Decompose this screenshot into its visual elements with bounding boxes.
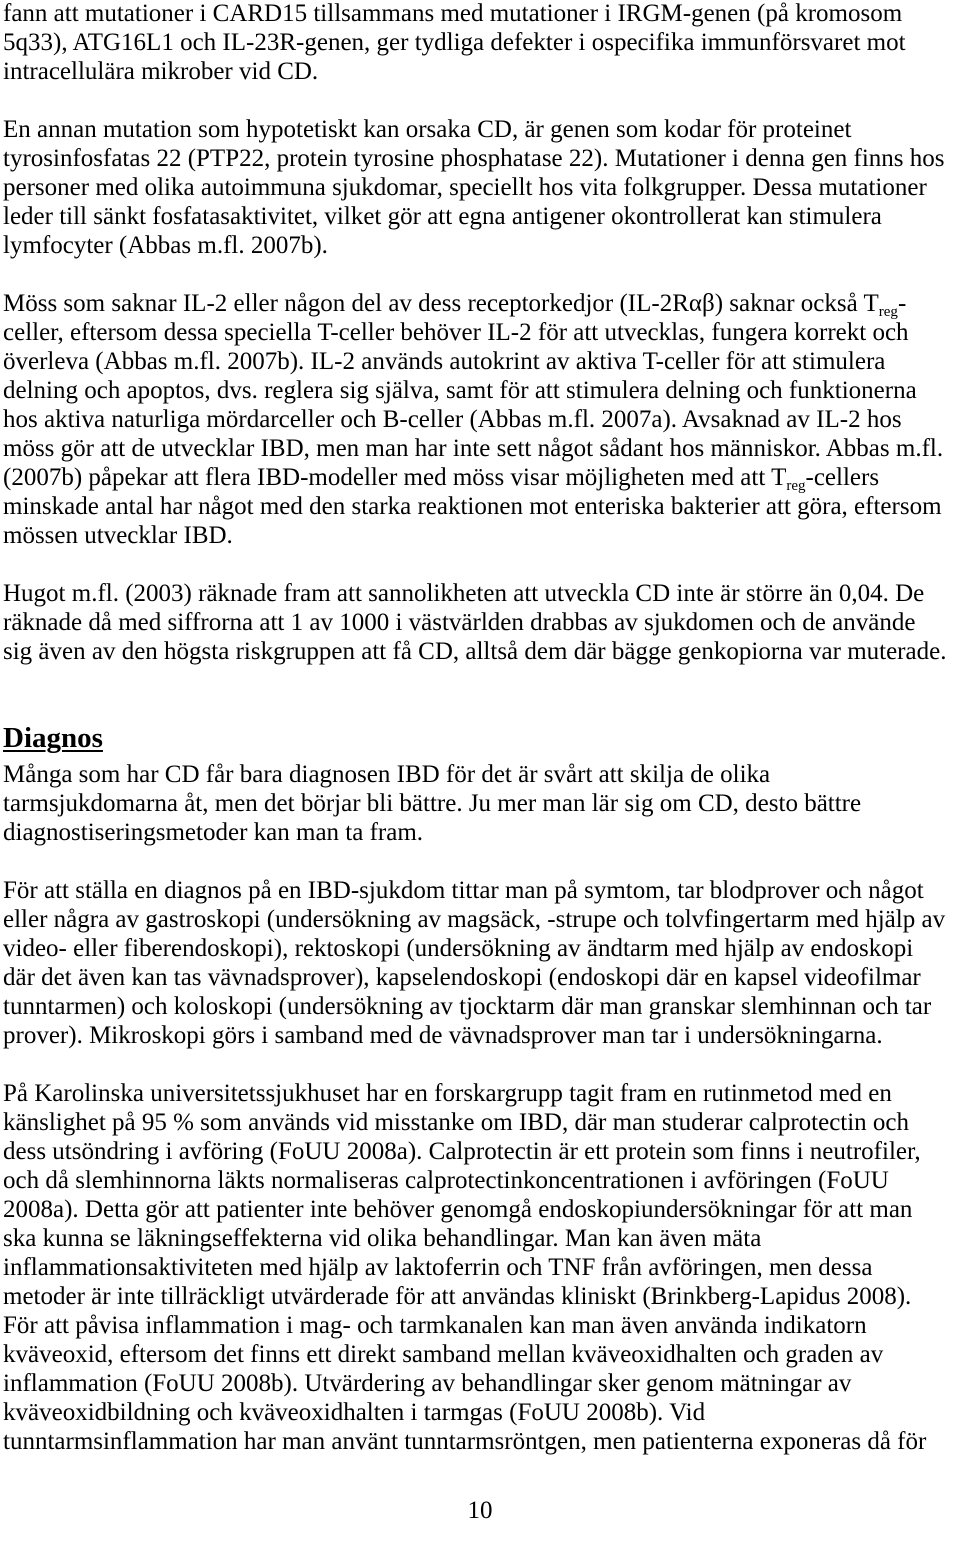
text-run: Möss som saknar IL-2 eller någon del av dess receptorkedjor (IL-2Rαβ) saknar också T [3, 290, 879, 317]
text-line: 5q33), ATG16L1 och IL-23R-genen, ger tydliga defekter i ospecifika immunförsvaret mot [3, 29, 906, 56]
text-run: - [897, 290, 907, 317]
text-line: För att påvisa inflammation i mag- och tarmkanalen kan man även använda indikatorn [3, 1312, 867, 1339]
text-line: räknade då med siffrorna att 1 av 1000 i västvärlden drabbas av sjukdomen och de använde [3, 609, 916, 636]
subscript-text: reg [878, 304, 898, 320]
text-line: tyrosinfosfatas 22 (PTP22, protein tyrosine phosphatase 22). Mutationer i denna gen finns hos [3, 145, 945, 172]
page-number: 10 [467, 1497, 493, 1524]
text-line: På Karolinska universitetssjukhuset har en forskargrupp tagit fram en rutinmetod med en [3, 1080, 892, 1107]
paragraph [3, 760, 957, 847]
text-line: prover). Mikroskopi görs i samband med de vävnadsprover man tar i undersökningarna. [3, 1022, 883, 1049]
text-line: metoder är inte tillräckligt utvärderade för att användas kliniskt (Brinkberg-Lapidus 2008). [3, 1283, 912, 1310]
text-line: diagnostiseringsmetoder kan man ta fram. [3, 819, 424, 846]
text-line [3, 463, 957, 492]
text-line: inflammation (FoUU 2008b). Utvärdering av behandlingar sker genom mätningar av [3, 1370, 852, 1397]
text-line: minskade antal har något med den starka reaktionen mot enteriska bakterier att göra, eftersom [3, 493, 942, 520]
text-line [3, 289, 957, 318]
text-line: Många som har CD får bara diagnosen IBD för det är svårt att skilja de olika [3, 761, 771, 788]
text-line: För att ställa en diagnos på en IBD-sjukdom tittar man på symtom, tar blodprover och något [3, 877, 924, 904]
text-line: dess utsöndring i avföring (FoUU 2008a). Calprotectin är ett protein som finns i neutrofiler, [3, 1138, 921, 1165]
text-line: video- eller fiberendoskopi), rektoskopi (undersökning av ändtarm med hjälp av endoskopi [3, 935, 914, 962]
text-line: tunntarmsinflammation har man använt tunntarmsröntgen, men patienterna exponeras då för [3, 1428, 927, 1455]
text-line: Hugot m.fl. (2003) räknade fram att sannolikheten att utveckla CD inte är större än 0,04. De [3, 580, 925, 607]
text-line: personer med olika autoimmuna sjukdomar, speciellt hos vita folkgrupper. Dessa mutationer [3, 174, 927, 201]
paragraph [3, 115, 957, 260]
text-line: intracellulära mikrober vid CD. [3, 58, 319, 85]
text-line: kväveoxidbildning och kväveoxidhalten i tarmgas (FoUU 2008b). Vid [3, 1399, 706, 1426]
text-line: möss gör att de utvecklar IBD, men man har inte sett något sådant hos människor. Abbas m.fl. [3, 435, 944, 462]
paragraph [3, 0, 957, 86]
paragraph [3, 289, 957, 550]
document-page [3, 0, 957, 1485]
text-line: leder till sänkt fosfatasaktivitet, vilket gör att egna antigener okontrollerat kan stimulera [3, 203, 882, 230]
text-run: -cellers [805, 464, 880, 491]
text-line: tarmsjukdomarna åt, men det börjar bli bättre. Ju mer man lär sig om CD, desto bättre [3, 790, 862, 817]
text-line: fann att mutationer i CARD15 tillsammans med mutationer i IRGM-genen (på kromosom [3, 0, 903, 27]
subscript-text: reg [786, 478, 806, 494]
text-line: och då slemhinnorna läkts normaliseras calprotectinkoncentrationen i avföringen (FoUU [3, 1167, 889, 1194]
text-line: kväveoxid, eftersom det finns ett direkt samband mellan kväveoxidhalten och graden av [3, 1341, 884, 1368]
paragraph [3, 1079, 957, 1456]
text-line: tunntarmen) och koloskopi (undersökning av tjocktarm där man granskar slemhinnan och tar [3, 993, 932, 1020]
text-line: inflammationsaktiviteten med hjälp av laktoferrin och TNF från avföringen, men dessa [3, 1254, 873, 1281]
text-line: lymfocyter (Abbas m.fl. 2007b). [3, 232, 328, 259]
document-section [3, 724, 957, 1485]
text-line: känslighet på 95 % som används vid misstanke om IBD, där man studerar calprotectin och [3, 1109, 910, 1136]
text-line: eller några av gastroskopi (undersökning av magsäck, -strupe och tolvfingertarm med hjälp av [3, 906, 946, 933]
text-line: där det även kan tas vävnadsprover), kapselendoskopi (endoskopi där en kapsel videofilmar [3, 964, 921, 991]
section-heading: Diagnos [3, 722, 103, 754]
text-line: celler, eftersom dessa speciella T-celler behöver IL-2 för att utvecklas, fungera korrekt och [3, 319, 909, 346]
text-line: 2008a). Detta gör att patienter inte behöver genomgå endoskopiundersökningar för att man [3, 1196, 913, 1223]
paragraph [3, 579, 957, 666]
text-line: ska kunna se läkningseffekterna vid olika behandlingar. Man kan även mäta [3, 1225, 762, 1252]
document-section [3, 0, 957, 695]
text-line: sig även av den högsta riskgruppen att få CD, alltså dem där bägge genkopiorna var muterade. [3, 638, 947, 665]
text-line: delning och apoptos, dvs. reglera sig själva, samt för att stimulera delning och funktionerna [3, 377, 917, 404]
text-line: mössen utvecklar IBD. [3, 522, 233, 549]
text-run: (2007b) påpekar att flera IBD-modeller med möss visar möjligheten med att T [3, 464, 787, 491]
paragraph [3, 876, 957, 1050]
text-line: överleva (Abbas m.fl. 2007b). IL-2 används autokrint av aktiva T-celler för att stimulera [3, 348, 886, 375]
text-line: En annan mutation som hypotetiskt kan orsaka CD, är genen som kodar för proteinet [3, 116, 852, 143]
text-line: hos aktiva naturliga mördarceller och B-celler (Abbas m.fl. 2007a). Avsaknad av IL-2 hos [3, 406, 902, 433]
